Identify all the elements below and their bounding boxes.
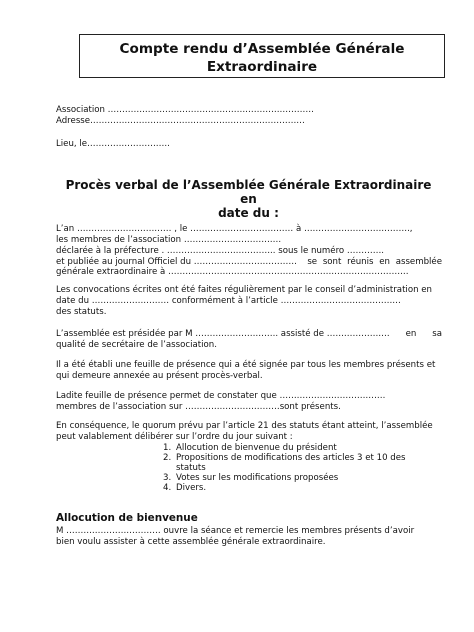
p5-line-2: membres de l’association sur ……………………………sont présents. bbox=[56, 402, 341, 412]
p1-line-4 bbox=[56, 257, 442, 267]
list-item bbox=[163, 483, 446, 493]
subtitle-line-1: Procès verbal de l’Assemblée Générale Extraordinaire en bbox=[65, 178, 432, 206]
agenda-list bbox=[163, 443, 446, 493]
list-item bbox=[163, 443, 446, 453]
p3-line-1 bbox=[56, 329, 442, 339]
p1-line-3: déclarée à la préfecture . ……………………………….. sous le numéro …………. bbox=[56, 246, 385, 256]
p2-line-3: des statuts. bbox=[56, 307, 107, 317]
p7-line-2: bien voulu assister à cette assemblée générale extraordinaire. bbox=[56, 537, 326, 547]
p1-line-4-left: et publiée au journal Officiel du ……………………………… bbox=[56, 257, 297, 267]
list-item-text: Propositions de modifications des articles 3 et 10 des statuts bbox=[176, 453, 406, 473]
p2-line-1: Les convocations écrites ont été faites régulièrement par le conseil d’administration en bbox=[56, 285, 432, 295]
list-item-number: 4. bbox=[163, 483, 172, 493]
list-item-text: Divers. bbox=[176, 483, 207, 493]
list-item-text: Votes sur les modifications proposées bbox=[176, 473, 339, 483]
p7-line-1: M …………………………… ouvre la séance et remercie les membres présents d’avoir bbox=[56, 526, 415, 536]
lieu-date-field: Lieu, le……………………….. bbox=[56, 139, 170, 149]
p2-line-2: date du ……………………… conformément à l’article …………………………………… bbox=[56, 296, 401, 306]
section-heading: Allocution de bienvenue bbox=[56, 512, 198, 524]
p3-line-1-b: en bbox=[405, 329, 417, 339]
list-item-text: Allocution de bienvenue du président bbox=[176, 443, 337, 453]
document-title-box bbox=[79, 34, 445, 78]
p6-line-2: peut valablement délibérer sur l’ordre du jour suivant : bbox=[56, 432, 293, 442]
list-item bbox=[163, 473, 446, 483]
adresse-field: Adresse………………………………………………………………… bbox=[56, 116, 305, 126]
p4-line-2: qui demeure annexée au présent procès-verbal. bbox=[56, 371, 263, 381]
p4-line-1: Il a été établi une feuille de présence qui a été signée par tous les membres présents et bbox=[56, 360, 436, 370]
p3-line-2: qualité de secrétaire de l’association. bbox=[56, 340, 217, 350]
p1-line-5: générale extraordinaire à ………………………………………………………………………… bbox=[56, 267, 409, 277]
list-item-number: 1. bbox=[163, 443, 172, 453]
p3-line-1-a: L’assemblée est présidée par M ……………………….. assisté de …………………. bbox=[56, 329, 390, 339]
list-item-number: 2. bbox=[163, 453, 172, 463]
title-line-1: Compte rendu d’Assemblée Générale bbox=[119, 41, 405, 57]
subtitle-line-2: date du : bbox=[218, 206, 279, 220]
proces-verbal-title bbox=[56, 178, 441, 220]
p1-line-1: L’an …………………………… , le ……………………………… à ………………………………., bbox=[56, 224, 413, 234]
p5-line-1: Ladite feuille de présence permet de constater que ………………………………. bbox=[56, 391, 386, 401]
list-item bbox=[163, 453, 446, 473]
association-field: Association ……………………………………………………………… bbox=[56, 105, 314, 115]
p6-line-1: En conséquence, le quorum prévu par l’article 21 des statuts étant atteint, l’assemblée bbox=[56, 421, 433, 431]
title-line-2: Extraordinaire bbox=[206, 59, 318, 75]
p1-line-4-right: se sont réunis en assemblée bbox=[307, 257, 442, 267]
list-item-number: 3. bbox=[163, 473, 172, 483]
p3-line-1-c: sa bbox=[432, 329, 442, 339]
p1-line-2: les membres de l’association ……………………………. bbox=[56, 235, 282, 245]
